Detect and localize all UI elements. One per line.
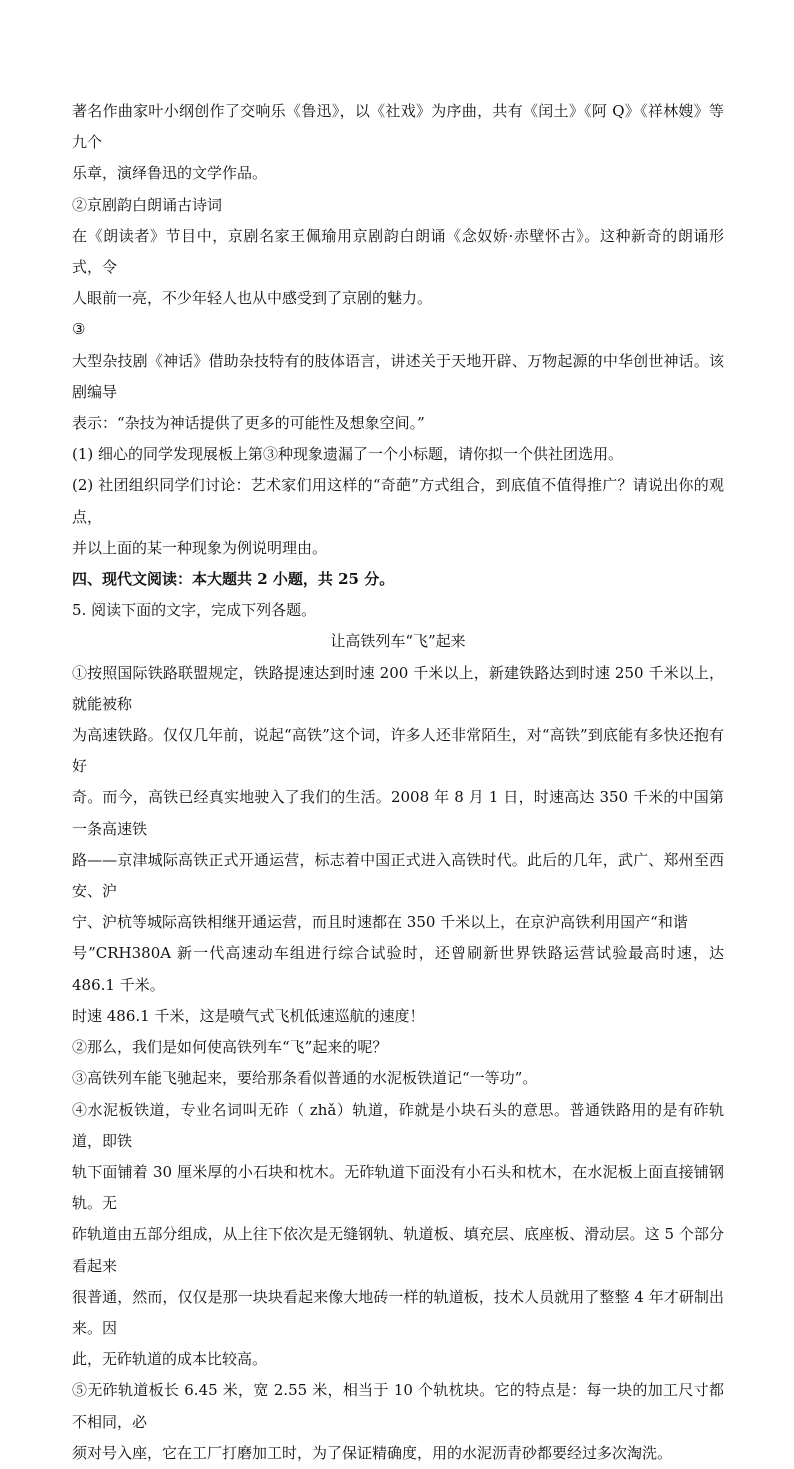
text-line: 在《朗读者》节目中，京剧名家王佩瑜用京剧韵白朗诵《念奴娇·赤壁怀古》。这种新奇的朗诵形式，令 <box>72 226 724 277</box>
text-line: ①按照国际铁路联盟规定，铁路提速达到时速 200 千米以上，新建铁路达到时速 250 千米以上，就能被称 <box>72 663 724 713</box>
document-page <box>72 96 724 1469</box>
text-line: 轨下面铺着 30 厘米厚的小石块和枕木。无砟轨道下面没有小石头和枕木，在水泥板上面直接铺钢轨。无 <box>72 1162 724 1213</box>
question-1: (1) 细心的同学发现展板上第③种现象遗漏了一个小标题，请你拟一个供社团选用。 <box>72 445 624 464</box>
text-line: 号”CRH380A 新一代高速动车组进行综合试验时，还曾刷新世界铁路运营试验最高时速，达 486.1 千米。 <box>72 944 724 994</box>
text-line: 并以上面的某一种现象为例说明理由。 <box>72 538 328 557</box>
text-line: 砟轨道由五部分组成，从上往下依次是无缝钢轨、轨道板、填充层、底座板、滑动层。这 5 个部分看起来 <box>72 1225 724 1275</box>
section-subtitle: ③ <box>72 320 86 339</box>
text-line: 路——京津城际高铁正式开通运营，标志着中国正式进入高铁时代。此后的几年，武广、郑州至西安、沪 <box>72 850 724 901</box>
text-line: ④水泥板铁道，专业名词叫无砟（ zhǎ）轨道，砟就是小块石头的意思。普通铁路用的是有砟轨道，即铁 <box>72 1100 724 1150</box>
section-subtitle: ②京剧韵白朗诵古诗词 <box>72 195 223 214</box>
text-line: 人眼前一亮，不少年轻人也从中感受到了京剧的魅力。 <box>72 289 433 308</box>
section-heading: 四、现代文阅读：本大题共 2 小题，共 25 分。 <box>72 570 395 589</box>
text-line: 乐章，演绎鲁迅的文学作品。 <box>72 164 268 183</box>
text-line: 须对号入座，它在工厂打磨加工时，为了保证精确度，用的水泥沥青砂都要经过多次淘洗。 <box>72 1443 673 1462</box>
question-prompt: 5. 阅读下面的文字，完成下列各题。 <box>72 601 317 620</box>
text-line: 时速 486.1 千米，这是喷气式飞机低速巡航的速度！ <box>72 1006 425 1025</box>
text-line: 大型杂技剧《神话》借助杂技特有的肢体语言，讲述关于天地开辟、万物起源的中华创世神话。该剧编导 <box>72 351 724 401</box>
text-line: ②那么，我们是如何使高铁列车“飞”起来的呢？ <box>72 1038 388 1057</box>
text-line: 奇。而今，高铁已经真实地驶入了我们的生活。2008 年 8 月 1 日，时速高达 350 千米的中国第一条高速铁 <box>72 788 724 838</box>
text-line: 表示：“杂技为神话提供了更多的可能性及想象空间。” <box>72 414 425 433</box>
text-line: 此，无砟轨道的成本比较高。 <box>72 1350 268 1369</box>
text-line: ③高铁列车能飞驰起来，要给那条看似普通的水泥板铁道记“一等功”。 <box>72 1069 538 1088</box>
text-line: 著名作曲家叶小纲创作了交响乐《鲁迅》，以《社戏》为序曲，共有《闰土》《阿 Q》《祥林嫂》等九个 <box>72 102 724 152</box>
article-title: 让高铁列车“飞”起来 <box>330 632 466 651</box>
text-line: 宁、沪杭等城际高铁相继开通运营，而且时速都在 350 千米以上，在京沪高铁利用国产“和谐 <box>72 913 688 932</box>
text-line: 很普通，然而，仅仅是那一块块看起来像大地砖一样的轨道板，技术人员就用了整整 4 年才研制出来。因 <box>72 1287 724 1337</box>
text-line: ⑤无砟轨道板长 6.45 米，宽 2.55 米，相当于 10 个轨枕块。它的特点是：每一块的加工尺寸都不相同，必 <box>72 1381 724 1431</box>
text-line: 为高速铁路。仅仅几年前，说起“高铁”这个词，许多人还非常陌生，对“高铁”到底能有多快还抱有好 <box>72 726 724 776</box>
question-2: (2) 社团组织同学们讨论：艺术家们用这样的“奇葩”方式组合，到底值不值得推广？请说出你的观点， <box>72 476 724 526</box>
